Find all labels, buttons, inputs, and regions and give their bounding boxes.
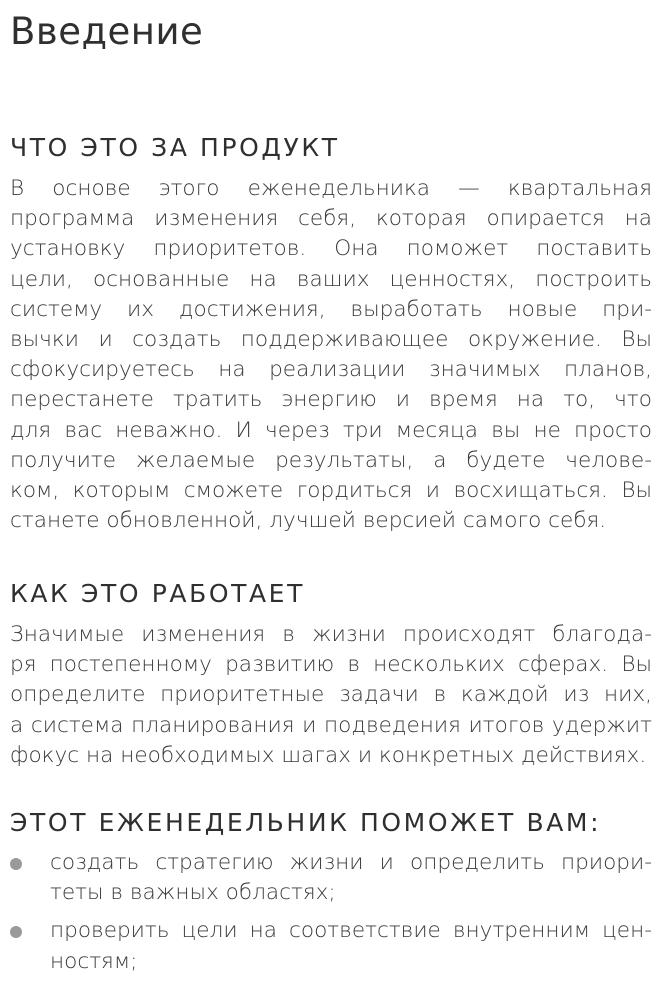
- page-title: Введение: [10, 10, 204, 53]
- paragraph-line: а система планирования и подведения итогов удержит: [10, 712, 652, 738]
- section-heading-weekly-helps: ЭТОТ ЕЖЕНЕДЕЛЬНИК ПОМОЖЕТ ВАМ:: [10, 808, 602, 837]
- paragraph-line: определите приоритетные задачи в каждой из них,: [10, 682, 652, 708]
- section-paragraph-what-is-it: [10, 174, 652, 536]
- section-heading-how-it-works: КАК ЭТО РАБОТАЕТ: [10, 579, 305, 608]
- paragraph-line: получите желаемые результаты, а будете челове-: [10, 447, 652, 473]
- paragraph-line: ря постепенному развитию в нескольких сферах. Вы: [10, 652, 652, 678]
- bullet-icon: [10, 858, 22, 870]
- list-item: [10, 916, 652, 976]
- paragraph-line: установку приоритетов. Она поможет поставить: [10, 236, 652, 262]
- bullet-icon: [10, 926, 22, 938]
- section-heading-what-is-it: ЧТО ЭТО ЗА ПРОДУКТ: [10, 133, 340, 162]
- paragraph-line: сфокусируетесь на реализации значимых планов,: [10, 357, 652, 383]
- list-item: [10, 848, 652, 908]
- paragraph-line: станете обновленной, лучшей версией самого себя.: [10, 508, 607, 534]
- benefits-list: [10, 848, 652, 985]
- list-item-line: создать стратегию жизни и определить приори-: [50, 850, 652, 875]
- paragraph-line: В основе этого еженедельника — квартальная: [10, 176, 652, 201]
- paragraph-line: вычки и создать поддерживающее окружение. Вы: [10, 327, 652, 353]
- paragraph-line: Значимые изменения в жизни происходят благода-: [10, 622, 652, 647]
- paragraph-line: для вас неважно. И через три месяца вы не просто: [10, 417, 652, 443]
- list-item-line: проверить цели на соответствие внутренним цен-: [50, 918, 652, 944]
- paragraph-line: перестанете тратить энергию и время на то, что: [10, 387, 652, 413]
- paragraph-line: систему их достижения, выработать новые при-: [10, 296, 652, 322]
- section-paragraph-how-it-works: [10, 620, 652, 771]
- paragraph-line: фокус на необходимых шагах и конкретных действиях.: [10, 742, 647, 768]
- paragraph-line: ком, которым сможете гордиться и восхищаться. Вы: [10, 478, 652, 504]
- list-item-line: ностям;: [50, 948, 138, 974]
- paragraph-line: цели, основанные на ваших ценностях, построить: [10, 266, 652, 292]
- list-item-line: теты в важных областях;: [50, 880, 336, 906]
- paragraph-line: программа изменения себя, которая опирается на: [10, 206, 652, 232]
